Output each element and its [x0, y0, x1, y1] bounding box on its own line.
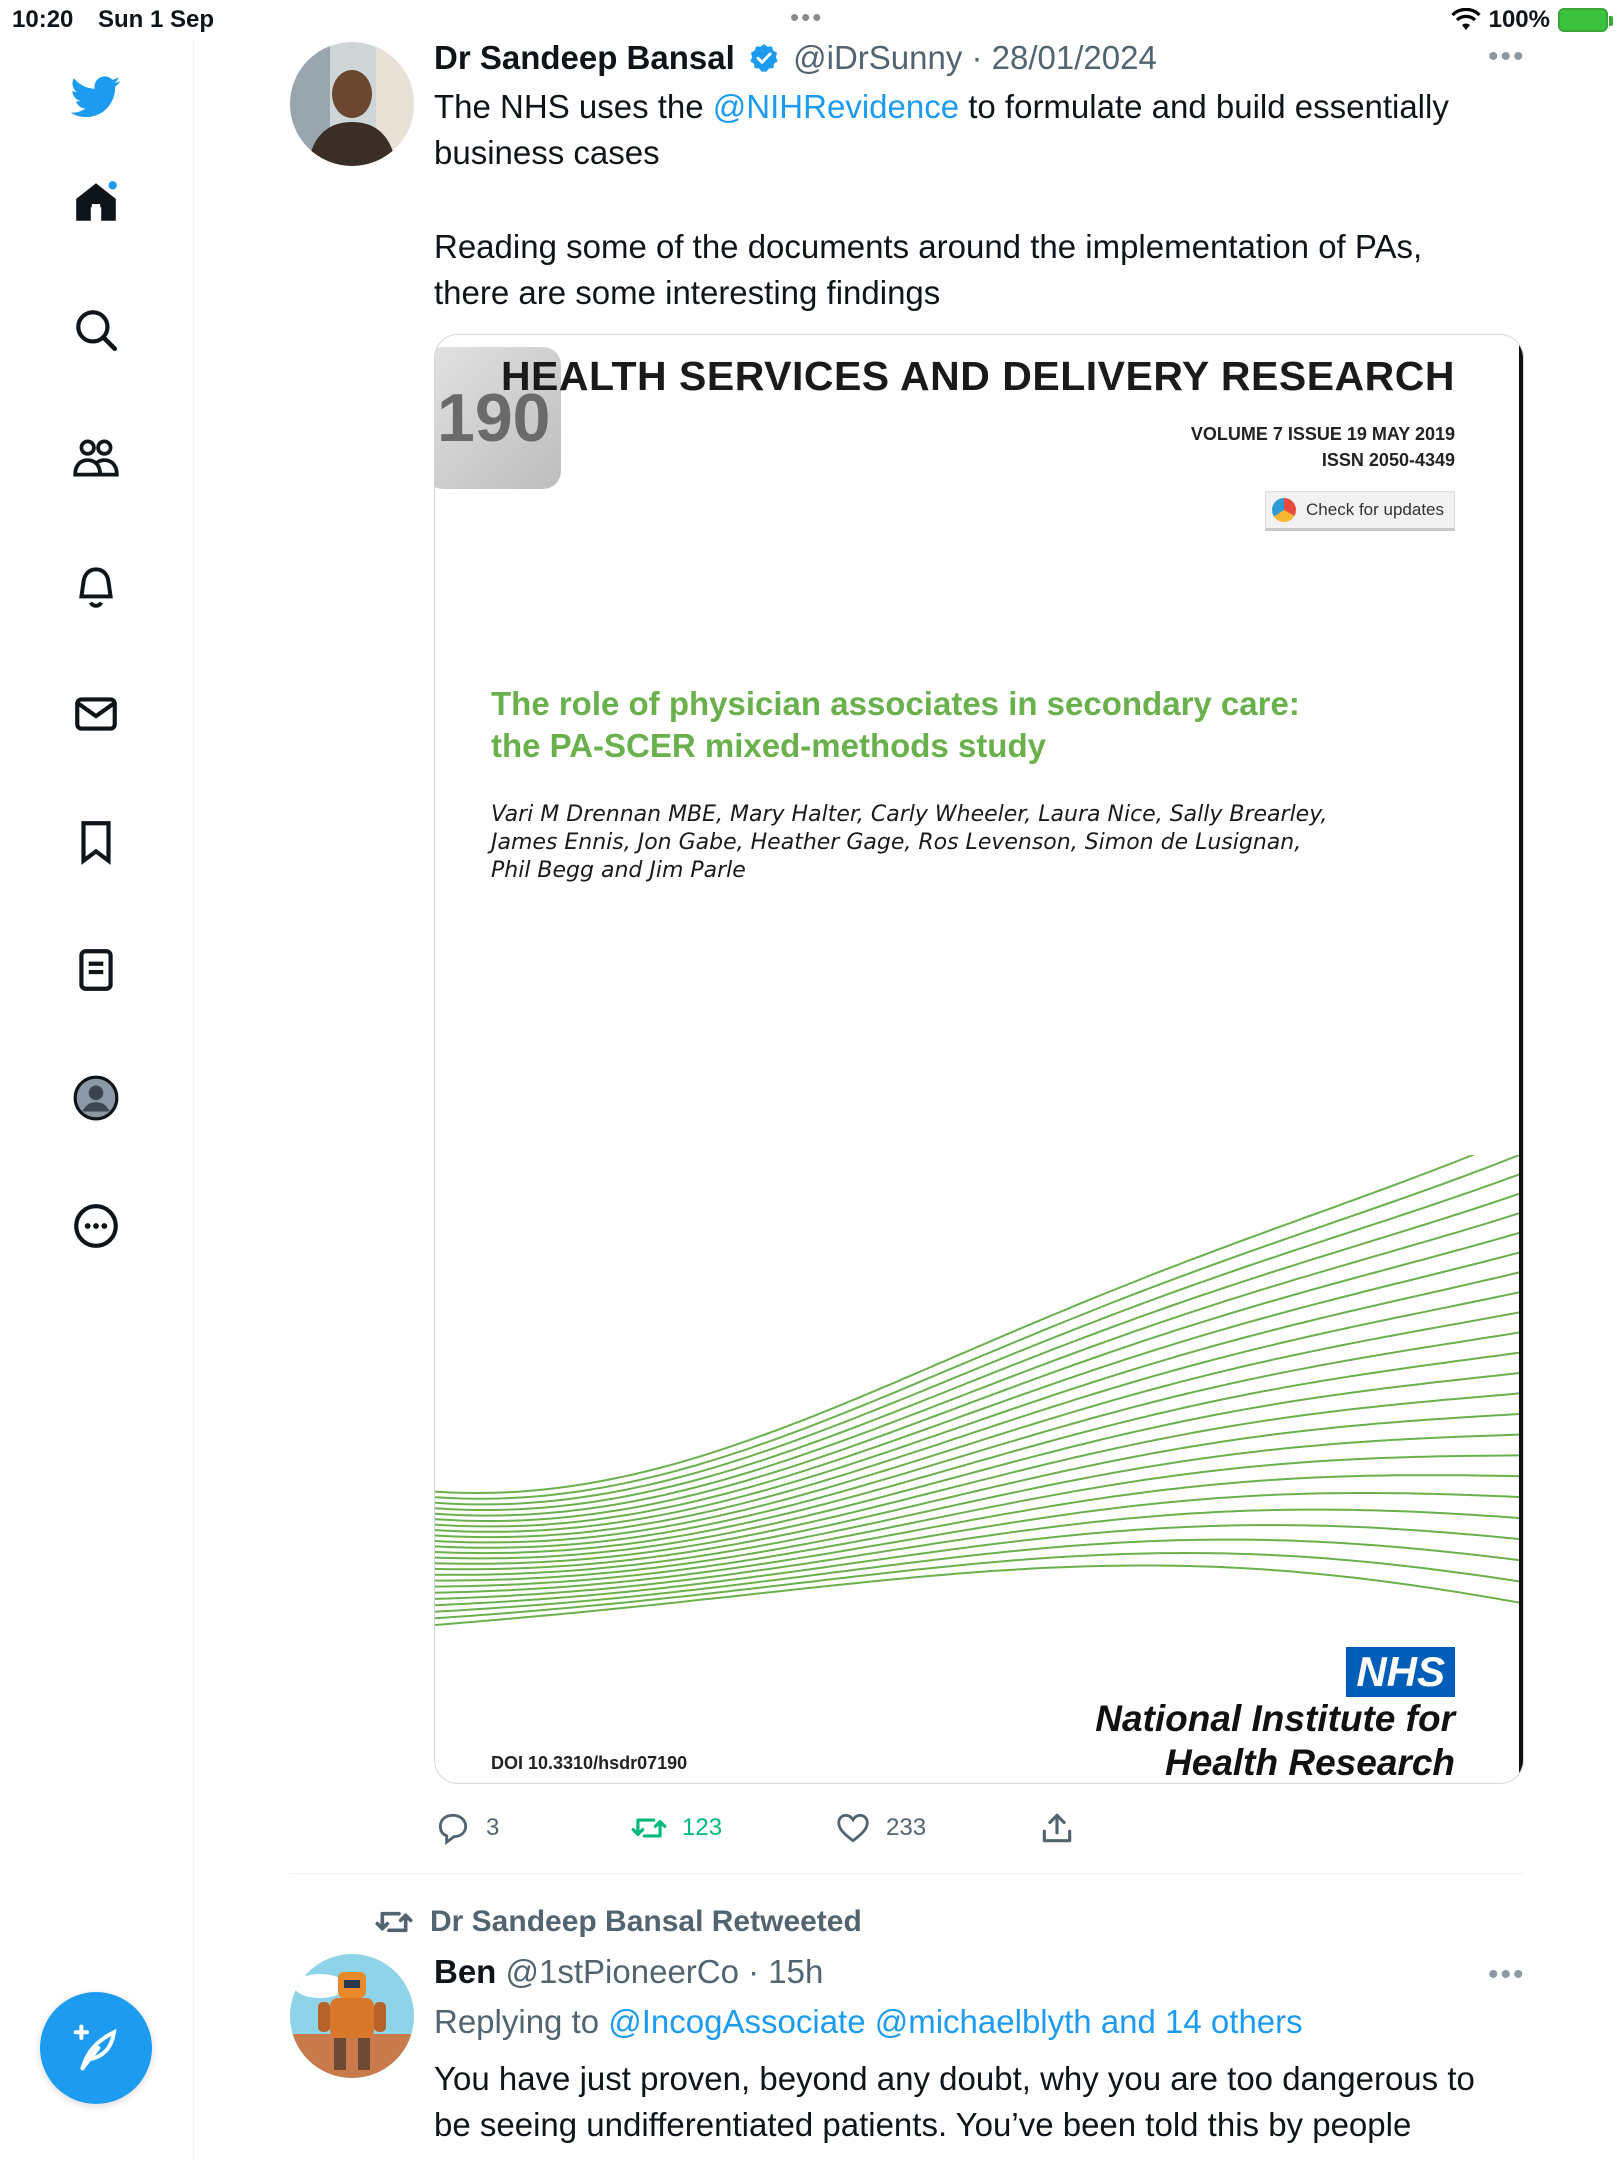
tweet2-more-icon[interactable]: ••• [1488, 1958, 1526, 1991]
tweet-text-part2: to formulate and build essentially business cases [434, 88, 1459, 171]
green-wave-lines [435, 1155, 1524, 1675]
mention-link[interactable]: @NIHRevidence [712, 88, 960, 125]
author-handle-date[interactable]: @iDrSunny · 28/01/2024 [793, 39, 1157, 76]
tweet-more-icon[interactable]: ••• [1488, 40, 1526, 73]
tweet-divider [290, 1873, 1524, 1874]
replying-to-line [434, 2002, 1303, 2042]
retweet-small-icon [374, 1902, 414, 1942]
status-bar [0, 0, 1620, 40]
home-icon[interactable] [66, 172, 126, 232]
issn-line: ISSN 2050-4349 [1321, 450, 1455, 470]
reply-icon [434, 1809, 472, 1847]
lists-icon[interactable] [66, 940, 126, 1000]
reply-button[interactable] [434, 1804, 499, 1852]
authors-line3: Phil Begg and Jim Parle [491, 858, 746, 883]
tweet2-author-name[interactable]: Ben [434, 1953, 497, 1990]
status-right [1451, 6, 1608, 34]
tweet2-handle-time[interactable]: @1stPioneerCo · 15h [505, 1953, 824, 1990]
replying-prefix: Replying to [434, 2003, 609, 2040]
wave-line [435, 1352, 1524, 1553]
nhs-logo: NHS [1346, 1647, 1455, 1697]
tweet2-header [434, 1952, 823, 1992]
wave-line [435, 1332, 1524, 1548]
heart-icon [834, 1809, 872, 1847]
like-count: 233 [886, 1814, 927, 1841]
tweet-media-image[interactable] [434, 334, 1524, 1784]
wave-line [435, 1231, 1524, 1521]
profile-icon[interactable] [66, 1068, 126, 1128]
retweet-count: 123 [682, 1814, 723, 1841]
journal-volume [1191, 421, 1455, 473]
wifi-icon [1451, 8, 1481, 32]
battery-percent: 100% [1488, 6, 1550, 33]
nihr-line1: National Institute for [1095, 1698, 1455, 1739]
nihr-logo-text [1095, 1697, 1455, 1784]
compose-tweet-button[interactable] [40, 1992, 152, 2104]
paper-authors [491, 801, 1391, 885]
author-name[interactable]: Dr Sandeep Bansal [434, 39, 735, 76]
volume-line: VOLUME 7 ISSUE 19 MAY 2019 [1190, 424, 1455, 444]
sidebar-nav [0, 40, 194, 2160]
tweet-text [434, 84, 1494, 176]
twitter-logo-icon[interactable] [66, 66, 126, 126]
ben-avatar[interactable] [290, 1954, 414, 2078]
retweeted-by-label: Dr Sandeep Bansal Retweeted [430, 1905, 862, 1938]
doi-text: DOI 10.3310/hsdr07190 [491, 1753, 688, 1773]
communities-icon[interactable] [66, 428, 126, 488]
authors-line1: Vari M Drennan MBE, Mary Halter, Carly Wheeler, Laura Nice, Sally Brearley, [491, 802, 1328, 827]
check-for-updates-badge [1265, 491, 1455, 531]
explore-icon[interactable] [66, 300, 126, 360]
multitask-dots[interactable]: ••• [790, 2, 824, 32]
journal-title: HEALTH SERVICES AND DELIVERY RESEARCH [500, 353, 1455, 399]
paper-title-line1: The role of physician associates in secondary care: [491, 685, 1300, 722]
wave-line [435, 1155, 1524, 1499]
reply-count: 3 [486, 1814, 500, 1841]
crossmark-icon [1272, 498, 1296, 522]
tweet-header [434, 38, 1157, 78]
status-time: 10:20 [12, 6, 74, 33]
paper-title-line2: the PA-SCER mixed-methods study [491, 727, 1046, 764]
authors-line2: James Ennis, Jon Gabe, Heather Gage, Ros Levenson, Simon de Lusignan, [491, 830, 1302, 855]
tweet-actions [434, 1804, 1524, 1852]
share-button[interactable] [1038, 1804, 1076, 1852]
retweet-button[interactable] [630, 1804, 722, 1852]
tweet2-text-line2: be seeing undifferentiated patients. You’ve been told this by people [434, 2106, 1412, 2143]
like-button[interactable] [834, 1804, 926, 1852]
media-right-edge [1519, 335, 1523, 1783]
wave-line [435, 1540, 1524, 1612]
media-badge: 190 [434, 347, 561, 489]
tweet-text-paragraph2: Reading some of the documents around the implementation of PAs, there are some interesting findings [434, 228, 1432, 311]
verified-badge-icon [748, 42, 780, 74]
check-updates-label: Check for updates [1306, 500, 1444, 519]
wave-line [435, 1393, 1524, 1564]
wave-line [435, 1192, 1524, 1510]
paper-title [491, 683, 1391, 767]
messages-icon[interactable] [66, 684, 126, 744]
tweet-text-part1: The NHS uses the [434, 88, 713, 125]
feather-plus-icon [69, 2021, 123, 2075]
replying-to-links[interactable]: @IncogAssociate @michaelblyth and 14 others [608, 2003, 1303, 2040]
nihr-line2: Health Research [1165, 1742, 1455, 1783]
share-icon [1038, 1809, 1076, 1847]
bookmarks-icon[interactable] [66, 812, 126, 872]
retweeted-by-line[interactable] [374, 1902, 862, 1942]
battery-icon [1558, 8, 1608, 32]
retweet-icon [630, 1809, 668, 1847]
status-date: Sun 1 Sep [98, 6, 215, 33]
author-avatar[interactable] [290, 42, 414, 166]
wave-line [435, 1172, 1524, 1504]
tweet2-text-line1: You have just proven, beyond any doubt, why you are too dangerous to [434, 2060, 1475, 2097]
tweet2-text [434, 2056, 1534, 2148]
notifications-icon[interactable] [66, 556, 126, 616]
more-icon[interactable] [66, 1196, 126, 1256]
